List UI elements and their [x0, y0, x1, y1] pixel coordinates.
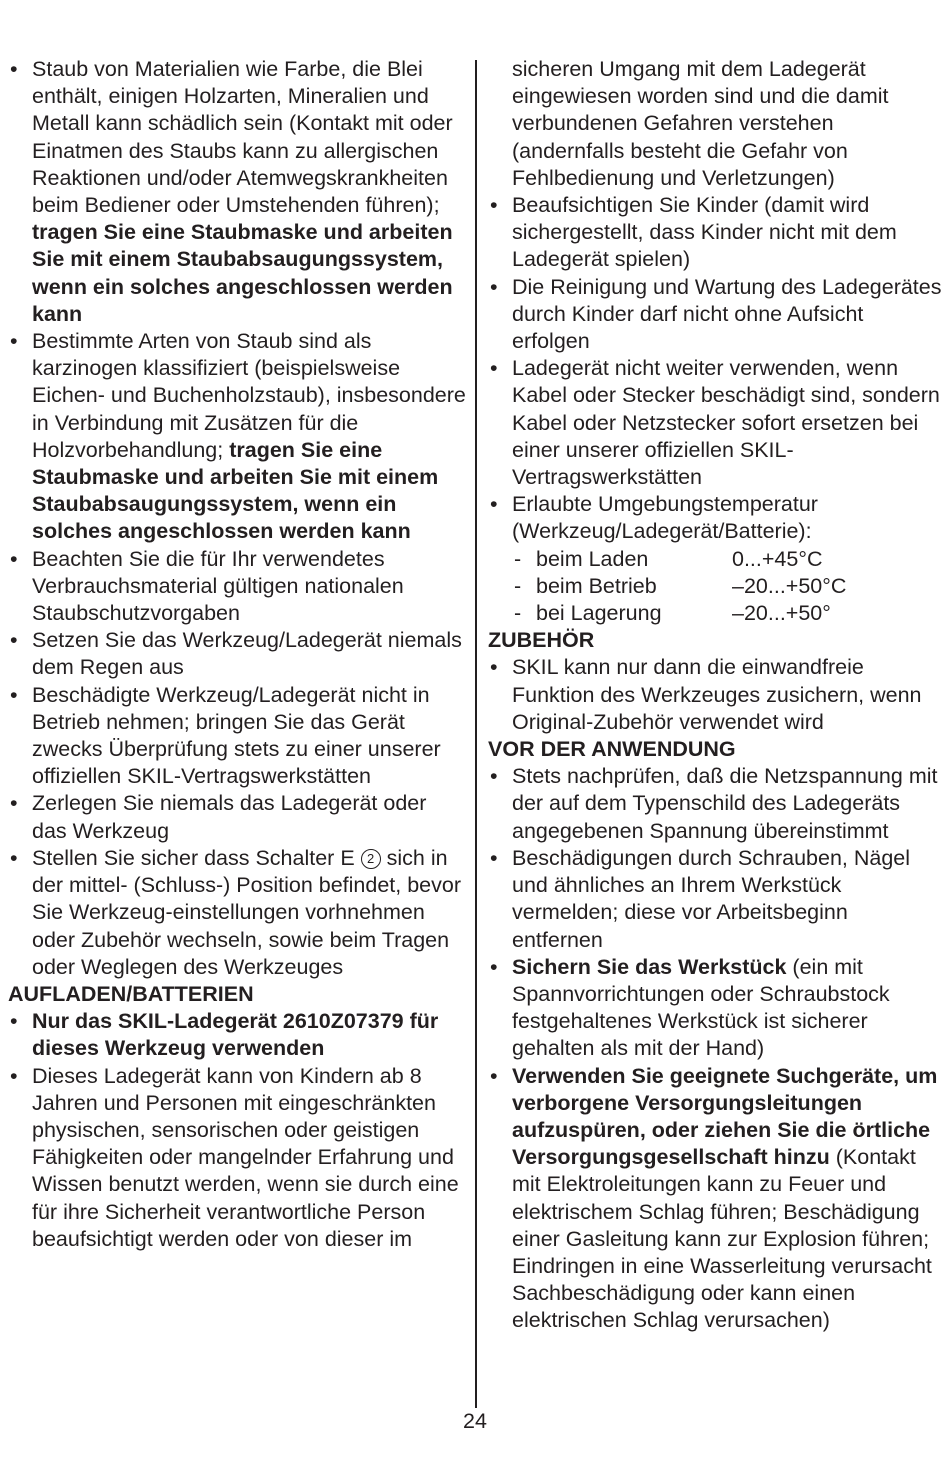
- temperature-row: - beim Betrieb –20...+50°C: [488, 573, 944, 600]
- before-use-list: [488, 763, 944, 1334]
- list-item: • Nur das SKIL-Ladegerät 2610Z07379 für dieses Werkzeug verwenden: [8, 1008, 466, 1062]
- charging-list: [8, 1008, 466, 1253]
- list-item: • Bestimmte Arten von Staub sind als karzinogen klassifiziert (beispielsweise Eichen- und Buchenholzstaub), insbesondere in Verbindung mit Zusätzen für die Holzvorbehandlung; tragen Sie eine Staubmaske und arbeiten Sie mit einem Staubabsaugungssystem, wenn ein solches angeschlossen werden kann: [8, 328, 466, 546]
- list-item: • Beschädigungen durch Schrauben, Nägel und ähnliches an Ihrem Werkstück vermelden; diese vor Arbeitsbeginn entfernen: [488, 845, 944, 954]
- list-item: • Die Reinigung und Wartung des Ladegerätes durch Kinder darf nicht ohne Aufsicht erfolgen: [488, 274, 944, 356]
- section-heading-accessories: ZUBEHÖR: [488, 628, 595, 653]
- circled-number-icon: 2: [361, 849, 381, 869]
- list-item: • Staub von Materialien wie Farbe, die Blei enthält, einigen Holzarten, Mineralien und Metall kann schädlich sein (Kontakt mit oder Einatmen des Staubs kann zu allergischen Reaktionen und/oder Atemwegskrankheiten beim Bediener oder Umstehenden führen); tragen Sie eine Staubmaske und arbeiten Sie mit einem Staubabsaugungssystem, wenn ein solches angeschlossen werden kann: [8, 56, 466, 328]
- list-item: • Beaufsichtigen Sie Kinder (damit wird sichergestellt, dass Kinder nicht mit dem Ladegerät spielen): [488, 192, 944, 274]
- page-number: 24: [463, 1409, 487, 1433]
- list-item: • Zerlegen Sie niemals das Ladegerät oder das Werkzeug: [8, 790, 466, 844]
- list-item: • SKIL kann nur dann die einwandfreie Funktion des Werkzeuges zusichern, wenn Original-Zubehör verwendet wird: [488, 654, 944, 736]
- list-item: • Setzen Sie das Werkzeug/Ladegerät niemals dem Regen aus: [8, 627, 466, 681]
- section-heading-charging: AUFLADEN/BATTERIEN: [8, 981, 254, 1006]
- list-item: • Sichern Sie das Werkstück (ein mit Spannvorrichtungen oder Schraubstock festgehaltenes Werkstück ist sicherer gehalten als mit der Hand): [488, 954, 944, 1063]
- dust-safety-list: [8, 56, 466, 981]
- bold-warning: tragen Sie eine Staubmaske und arbeiten Sie mit einem Staubabsaugungssystem, wenn ein solches angeschlossen werden kann: [32, 220, 453, 326]
- section-heading-before-use: VOR DER ANWENDUNG: [488, 737, 736, 762]
- temperature-row: - beim Laden 0...+45°C: [488, 546, 944, 573]
- list-item: • Beschädigte Werkzeug/Ladegerät nicht in Betrieb nehmen; bringen Sie das Gerät zwecks Überprüfung stets zu einer unserer offiziellen SKIL-Vertragswerkstätten: [8, 682, 466, 791]
- column-divider: [475, 60, 477, 1408]
- list-item: • Verwenden Sie geeignete Suchgeräte, um verborgene Versorgungsleitungen aufzuspüren, oder ziehen Sie die örtliche Versorgungsgesellschaft hinzu (Kontakt mit Elektroleitungen kann zu Feuer und elektrischem Schlag führen; Beschädigung einer Gasleitung kann zur Explosion führen; Eindringen in eine Wasserleitung verursacht Sachbeschädigung oder kann einen elektrischen Schlag verursachen): [488, 1063, 944, 1335]
- continued-paragraph: sicheren Umgang mit dem Ladegerät eingewiesen worden sind und die damit verbundenen Gefahren verstehen (andernfalls besteht die Gefahr von Fehlbedienung und Verletzungen): [512, 57, 889, 190]
- list-item: • Stets nachprüfen, daß die Netzspannung mit der auf dem Typenschild des Ladegeräts angegebenen Spannung übereinstimmt: [488, 763, 944, 845]
- charger-list: [488, 192, 944, 546]
- list-item: • Erlaubte Umgebungstemperatur (Werkzeug/Ladegerät/Batterie):: [488, 491, 944, 545]
- left-column: [8, 56, 466, 1253]
- temperature-list: [488, 546, 944, 628]
- right-column: [488, 56, 944, 1335]
- accessories-list: [488, 654, 944, 736]
- list-item: • Beachten Sie die für Ihr verwendetes Verbrauchsmaterial gültigen nationalen Staubschutzvorgaben: [8, 546, 466, 628]
- bold-warning: tragen Sie eine Staubmaske und arbeiten Sie mit einem Staubabsaugungssystem, wenn ein solches angeschlossen werden kann: [32, 437, 439, 544]
- list-item: • Stellen Sie sicher dass Schalter E 2 sich in der mittel- (Schluss-) Position befindet, bevor Sie Werkzeug-einstellungen vorhnehmen oder Zubehör wechseln, sowie beim Tragen oder Weglegen des Werkzeuges: [8, 845, 466, 981]
- temperature-row: - bei Lagerung –20...+50°: [488, 600, 944, 627]
- list-item: • Dieses Ladegerät kann von Kindern ab 8 Jahren und Personen mit eingeschränkten physischen, sensorischen oder geistigen Fähigkeiten oder mangelnder Erfahrung und Wissen benutzt werden, wenn sie durch eine für ihre Sicherheit verantwortliche Person beaufsichtigt werden oder von dieser im: [8, 1063, 466, 1253]
- list-item: • Ladegerät nicht weiter verwenden, wenn Kabel oder Stecker beschädigt sind, sondern Kabel oder Netzstecker sofort ersetzen bei einer unserer offiziellen SKIL-Vertragswerkstätten: [488, 355, 944, 491]
